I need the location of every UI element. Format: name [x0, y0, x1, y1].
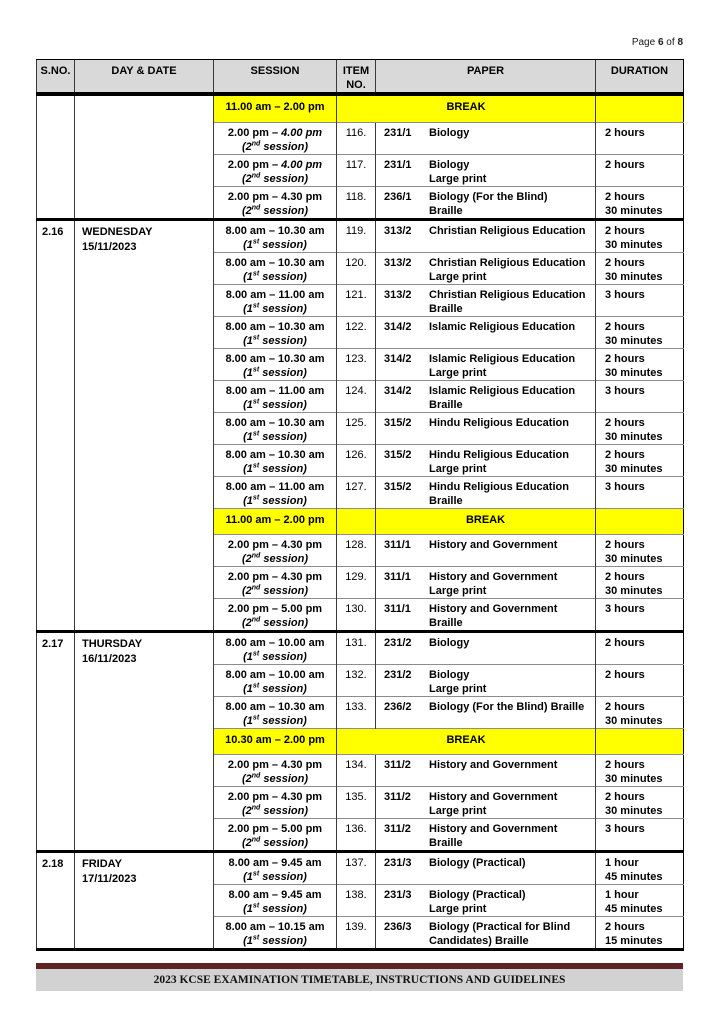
day-date-cell — [75, 219, 214, 631]
duration-line2: 15 minutes — [605, 934, 663, 947]
session-time: 2.00 pm – 5.00 pm — [227, 822, 323, 835]
item-no-cell: 139. — [337, 916, 376, 949]
paper-code: 311/2 — [384, 822, 411, 835]
break-item-cell — [337, 508, 376, 534]
paper-name: 313/2 Christian Religious Education — [384, 256, 586, 269]
duration-cell — [596, 219, 684, 252]
duration-line2: 30 minutes — [605, 270, 663, 283]
page-number-total: 8 — [677, 37, 683, 48]
paper-subtype: Large print — [429, 804, 487, 817]
duration-line1: 2 hours — [605, 320, 645, 333]
item-no-cell: 117. — [337, 154, 376, 186]
duration-cell — [596, 316, 684, 348]
footer-title-text: 2023 KCSE EXAMINATION TIMETABLE, INSTRUCTIONS AND GUIDELINES — [153, 974, 566, 986]
session-cell — [214, 122, 337, 154]
session-cell — [214, 696, 337, 728]
paper-name: 315/2 Hindu Religious Education — [384, 448, 569, 461]
item-no-cell: 130. — [337, 598, 376, 631]
paper-code: 236/2 — [384, 700, 412, 713]
session-cell — [214, 219, 337, 252]
paper-subtype: Candidates) Braille — [429, 934, 529, 947]
session-cell — [214, 284, 337, 316]
item-no-cell: 118. — [337, 186, 376, 219]
duration-line1: 2 hours — [605, 126, 645, 139]
session-label: (2nd session) — [241, 771, 309, 785]
item-no-cell: 127. — [337, 476, 376, 508]
break-duration-cell — [596, 94, 684, 122]
paper-subtype: Large print — [429, 682, 487, 695]
item-no-cell: 134. — [337, 754, 376, 786]
item-no-cell: 133. — [337, 696, 376, 728]
paper-name: 311/1 History and Government — [384, 538, 558, 551]
duration-cell — [596, 154, 684, 186]
session-cell — [214, 566, 337, 598]
duration-line2: 30 minutes — [605, 430, 663, 443]
duration-line1: 2 hours — [605, 224, 645, 237]
break-duration-cell — [596, 728, 684, 754]
table-row — [37, 851, 684, 884]
item-no-cell: 137. — [337, 851, 376, 884]
header-paper: PAPER — [376, 60, 596, 95]
duration-cell — [596, 444, 684, 476]
duration-line2: 30 minutes — [605, 584, 663, 597]
paper-cell — [376, 219, 596, 252]
paper-cell — [376, 696, 596, 728]
duration-cell — [596, 284, 684, 316]
session-label: (1st session) — [243, 365, 307, 379]
duration-cell — [596, 851, 684, 884]
paper-cell — [376, 252, 596, 284]
paper-code: 311/1 — [384, 602, 411, 615]
session-time: 8.00 am – 10.30 am — [225, 224, 325, 237]
day-date-cell — [75, 94, 214, 219]
duration-line2: 30 minutes — [605, 462, 663, 475]
session-label: (2nd session) — [241, 171, 309, 185]
duration-line1: 2 hours — [605, 758, 645, 771]
duration-line2: 30 minutes — [605, 204, 663, 217]
paper-cell — [376, 916, 596, 949]
session-time: 2.00 pm – 4.30 pm — [227, 758, 323, 771]
paper-subtype: Braille — [429, 398, 463, 411]
header-item-line2: NO. — [346, 79, 366, 91]
paper-name: 315/2 Hindu Religious Education — [384, 480, 569, 493]
paper-name: 231/1 Biology — [384, 126, 470, 139]
paper-subtype: Large print — [429, 462, 487, 475]
session-time: 8.00 am – 10.00 am — [225, 636, 325, 649]
day-date: 17/11/2023 — [82, 872, 137, 885]
session-label: (1st session) — [243, 269, 307, 283]
session-label: (1st session) — [243, 649, 307, 663]
session-label: (2nd session) — [241, 803, 309, 817]
session-cell — [214, 534, 337, 566]
item-no-cell: 135. — [337, 786, 376, 818]
paper-subtype: Braille — [429, 494, 463, 507]
paper-name: 236/2 Biology (For the Blind) Braille — [384, 700, 585, 713]
session-time: 8.00 am – 11.00 am — [225, 384, 325, 397]
session-time: 2.00 pm – 5.00 pm — [227, 602, 323, 615]
duration-line2: 30 minutes — [605, 804, 663, 817]
paper-code: 315/2 — [384, 416, 412, 429]
paper-code: 313/2 — [384, 256, 412, 269]
table-row — [37, 631, 684, 664]
paper-cell — [376, 122, 596, 154]
duration-line1: 2 hours — [605, 636, 645, 649]
session-label: (1st session) — [243, 397, 307, 411]
paper-subtype: Braille — [429, 302, 463, 315]
duration-line1: 1 hour — [605, 888, 639, 901]
footer-title — [36, 969, 683, 991]
paper-cell — [376, 884, 596, 916]
session-time: 8.00 am – 10.30 am — [225, 352, 325, 365]
duration-cell — [596, 252, 684, 284]
duration-line1: 3 hours — [605, 602, 645, 615]
paper-name: 231/2 Biology — [384, 668, 470, 681]
break-session-cell: 10.30 am – 2.00 pm — [214, 728, 337, 754]
page-number-prefix: Page — [631, 37, 658, 48]
page-number-current: 6 — [657, 37, 664, 48]
paper-code: 314/2 — [384, 352, 412, 365]
paper-name: 231/1 Biology — [384, 158, 470, 171]
duration-line1: 2 hours — [605, 920, 645, 933]
session-cell — [214, 316, 337, 348]
paper-subtype: Braille — [429, 204, 463, 217]
paper-cell — [376, 284, 596, 316]
item-no-cell: 129. — [337, 566, 376, 598]
paper-name: 315/2 Hindu Religious Education — [384, 416, 569, 429]
session-label: (1st session) — [243, 713, 307, 727]
day-name: WEDNESDAY — [82, 225, 153, 238]
header-sno: S.NO. — [37, 60, 75, 95]
session-time: 8.00 am – 10.30 am — [225, 256, 325, 269]
paper-code: 231/2 — [384, 668, 412, 681]
duration-cell — [596, 598, 684, 631]
paper-cell — [376, 186, 596, 219]
paper-cell — [376, 348, 596, 380]
session-time: 8.00 am – 10.30 am — [225, 448, 325, 461]
paper-code: 313/2 — [384, 224, 412, 237]
duration-line1: 2 hours — [605, 416, 645, 429]
duration-cell — [596, 754, 684, 786]
paper-code: 311/1 — [384, 570, 411, 583]
day-name: FRIDAY — [82, 857, 122, 870]
paper-code: 231/1 — [384, 126, 412, 139]
paper-cell — [376, 476, 596, 508]
duration-line1: 2 hours — [605, 700, 645, 713]
session-time: 8.00 am – 10.00 am — [225, 668, 325, 681]
duration-cell — [596, 476, 684, 508]
session-time: 2.00 pm – 4.30 pm — [227, 790, 323, 803]
paper-name: 236/1 Biology (For the Blind) — [384, 190, 548, 203]
duration-line1: 3 hours — [605, 822, 645, 835]
session-cell — [214, 786, 337, 818]
paper-code: 236/3 — [384, 920, 412, 933]
paper-cell — [376, 631, 596, 664]
header-session: SESSION — [214, 60, 337, 95]
paper-cell — [376, 786, 596, 818]
paper-cell — [376, 598, 596, 631]
session-time: 2.00 pm – 4.30 pm — [227, 570, 323, 583]
header-day-date: DAY & DATE — [75, 60, 214, 95]
session-cell — [214, 380, 337, 412]
session-label: (1st session) — [243, 333, 307, 347]
session-time: 2.00 pm – 4.30 pm — [227, 190, 323, 203]
duration-cell — [596, 348, 684, 380]
session-cell — [214, 348, 337, 380]
paper-subtype: Large print — [429, 584, 487, 597]
session-cell — [214, 884, 337, 916]
duration-cell — [596, 566, 684, 598]
header-duration: DURATION — [596, 60, 684, 95]
sno-cell: 2.16 — [37, 219, 75, 631]
session-label: (1st session) — [243, 237, 307, 251]
paper-code: 231/2 — [384, 636, 412, 649]
paper-name: 236/3 Biology (Practical for Blind — [384, 920, 571, 933]
paper-name: 231/2 Biology — [384, 636, 470, 649]
paper-subtype: Braille — [429, 616, 463, 629]
session-label: (2nd session) — [241, 551, 309, 565]
item-no-cell: 128. — [337, 534, 376, 566]
duration-cell — [596, 534, 684, 566]
item-no-cell: 119. — [337, 219, 376, 252]
paper-code: 231/3 — [384, 856, 412, 869]
session-label: (1st session) — [243, 869, 307, 883]
duration-line1: 2 hours — [605, 256, 645, 269]
table-row — [37, 219, 684, 252]
session-cell — [214, 444, 337, 476]
paper-name: 314/2 Islamic Religious Education — [384, 320, 576, 333]
session-cell — [214, 186, 337, 219]
session-cell — [214, 412, 337, 444]
day-date: 16/11/2023 — [82, 652, 137, 665]
duration-line1: 2 hours — [605, 352, 645, 365]
session-time: 2.00 pm – 4.30 pm — [227, 538, 323, 551]
day-date-cell — [75, 851, 214, 949]
session-time: 8.00 am – 9.45 am — [228, 856, 322, 869]
duration-line2: 30 minutes — [605, 714, 663, 727]
break-session-cell: 11.00 am – 2.00 pm — [214, 508, 337, 534]
page-number-middle: of — [663, 37, 678, 48]
session-label: (2nd session) — [241, 203, 309, 217]
duration-cell — [596, 664, 684, 696]
sno-cell: 2.17 — [37, 631, 75, 851]
session-label: (1st session) — [243, 933, 307, 947]
duration-line2: 45 minutes — [605, 902, 663, 915]
break-label-cell: BREAK — [337, 728, 596, 754]
break-session-cell: 11.00 am – 2.00 pm — [214, 94, 337, 122]
duration-cell — [596, 818, 684, 851]
duration-line1: 3 hours — [605, 288, 645, 301]
paper-code: 311/1 — [384, 538, 411, 551]
session-cell — [214, 851, 337, 884]
duration-line1: 2 hours — [605, 158, 645, 171]
paper-subtype: Braille — [429, 836, 463, 849]
session-cell — [214, 252, 337, 284]
item-no-cell: 126. — [337, 444, 376, 476]
duration-line1: 3 hours — [605, 384, 645, 397]
duration-line1: 2 hours — [605, 448, 645, 461]
duration-cell — [596, 631, 684, 664]
session-label: (1st session) — [243, 901, 307, 915]
item-no-cell: 131. — [337, 631, 376, 664]
session-cell — [214, 631, 337, 664]
paper-cell — [376, 534, 596, 566]
item-no-cell: 136. — [337, 818, 376, 851]
session-time: 8.00 am – 10.15 am — [225, 920, 325, 933]
paper-name: 311/1 History and Government — [384, 602, 558, 615]
paper-cell — [376, 851, 596, 884]
item-no-cell: 123. — [337, 348, 376, 380]
duration-cell — [596, 122, 684, 154]
session-label: (1st session) — [243, 461, 307, 475]
session-label: (2nd session) — [241, 835, 309, 849]
item-no-cell: 125. — [337, 412, 376, 444]
paper-cell — [376, 154, 596, 186]
duration-line1: 2 hours — [605, 190, 645, 203]
paper-code: 313/2 — [384, 288, 412, 301]
paper-cell — [376, 754, 596, 786]
session-label: (1st session) — [243, 429, 307, 443]
paper-name: 311/2 History and Government — [384, 758, 558, 771]
item-no-cell: 122. — [337, 316, 376, 348]
session-cell — [214, 818, 337, 851]
session-cell — [214, 664, 337, 696]
paper-code: 311/2 — [384, 758, 411, 771]
duration-line2: 45 minutes — [605, 870, 663, 883]
paper-name: 311/1 History and Government — [384, 570, 558, 583]
paper-cell — [376, 566, 596, 598]
paper-name: 231/3 Biology (Practical) — [384, 888, 526, 901]
paper-name: 314/2 Islamic Religious Education — [384, 384, 576, 397]
session-time: 8.00 am – 9.45 am — [228, 888, 322, 901]
paper-name: 313/2 Christian Religious Education — [384, 288, 586, 301]
paper-subtype: Large print — [429, 172, 487, 185]
session-time: 8.00 am – 10.30 am — [225, 700, 325, 713]
header-row — [37, 60, 684, 95]
paper-name: 314/2 Islamic Religious Education — [384, 352, 576, 365]
header-item-no — [337, 60, 376, 95]
duration-line1: 2 hours — [605, 668, 645, 681]
paper-subtype: Large print — [429, 270, 487, 283]
session-time: 8.00 am – 10.30 am — [225, 416, 325, 429]
duration-cell — [596, 916, 684, 949]
break-label-cell: BREAK — [376, 508, 596, 534]
duration-cell — [596, 186, 684, 219]
session-time: 2.00 pm – 4.00 pm — [227, 158, 323, 171]
duration-line2: 30 minutes — [605, 552, 663, 565]
session-label: (2nd session) — [241, 615, 309, 629]
session-time: 8.00 am – 10.30 am — [225, 320, 325, 333]
duration-line1: 1 hour — [605, 856, 639, 869]
session-cell — [214, 598, 337, 631]
session-label: (2nd session) — [241, 139, 309, 153]
paper-cell — [376, 444, 596, 476]
paper-code: 314/2 — [384, 384, 412, 397]
item-no-cell: 138. — [337, 884, 376, 916]
break-duration-cell — [596, 508, 684, 534]
paper-cell — [376, 818, 596, 851]
duration-line2: 30 minutes — [605, 334, 663, 347]
paper-code: 236/1 — [384, 190, 412, 203]
item-no-cell: 120. — [337, 252, 376, 284]
session-label: (2nd session) — [241, 583, 309, 597]
session-cell — [214, 754, 337, 786]
duration-line2: 30 minutes — [605, 238, 663, 251]
header-item-line1: ITEM — [342, 65, 370, 77]
session-label: (1st session) — [243, 493, 307, 507]
paper-code: 315/2 — [384, 448, 412, 461]
session-cell — [214, 476, 337, 508]
duration-cell — [596, 786, 684, 818]
paper-subtype: Large print — [429, 366, 487, 379]
paper-code: 311/2 — [384, 790, 411, 803]
duration-line2: 30 minutes — [605, 772, 663, 785]
duration-cell — [596, 884, 684, 916]
session-cell — [214, 154, 337, 186]
paper-cell — [376, 380, 596, 412]
session-time: 8.00 am – 11.00 am — [225, 288, 325, 301]
break-label-cell: BREAK — [337, 94, 596, 122]
paper-code: 231/3 — [384, 888, 412, 901]
paper-name: 311/2 History and Government — [384, 822, 558, 835]
session-cell — [214, 916, 337, 949]
session-label: (1st session) — [243, 681, 307, 695]
paper-cell — [376, 412, 596, 444]
session-time: 8.00 am – 11.00 am — [225, 480, 325, 493]
item-no-cell: 121. — [337, 284, 376, 316]
sno-cell: 2.18 — [37, 851, 75, 949]
exam-timetable — [36, 59, 684, 951]
paper-subtype: Large print — [429, 902, 487, 915]
sno-cell — [37, 94, 75, 219]
item-no-cell: 124. — [337, 380, 376, 412]
day-date-cell — [75, 631, 214, 851]
paper-name: 313/2 Christian Religious Education — [384, 224, 586, 237]
item-no-cell: 132. — [337, 664, 376, 696]
duration-line2: 30 minutes — [605, 366, 663, 379]
duration-cell — [596, 696, 684, 728]
duration-cell — [596, 380, 684, 412]
timetable-body — [37, 94, 684, 949]
table-row — [37, 94, 684, 122]
duration-line1: 2 hours — [605, 570, 645, 583]
paper-name: 311/2 History and Government — [384, 790, 558, 803]
page-number — [632, 37, 683, 48]
paper-cell — [376, 316, 596, 348]
day-name: THURSDAY — [82, 637, 143, 650]
paper-cell — [376, 664, 596, 696]
paper-name: 231/3 Biology (Practical) — [384, 856, 526, 869]
duration-line1: 2 hours — [605, 790, 645, 803]
duration-line1: 2 hours — [605, 538, 645, 551]
paper-code: 315/2 — [384, 480, 412, 493]
paper-code: 231/1 — [384, 158, 412, 171]
day-date: 15/11/2023 — [82, 240, 137, 253]
session-time: 2.00 pm – 4.00 pm — [227, 126, 323, 139]
item-no-cell: 116. — [337, 122, 376, 154]
duration-line1: 3 hours — [605, 480, 645, 493]
paper-code: 314/2 — [384, 320, 412, 333]
session-label: (1st session) — [243, 301, 307, 315]
duration-cell — [596, 412, 684, 444]
